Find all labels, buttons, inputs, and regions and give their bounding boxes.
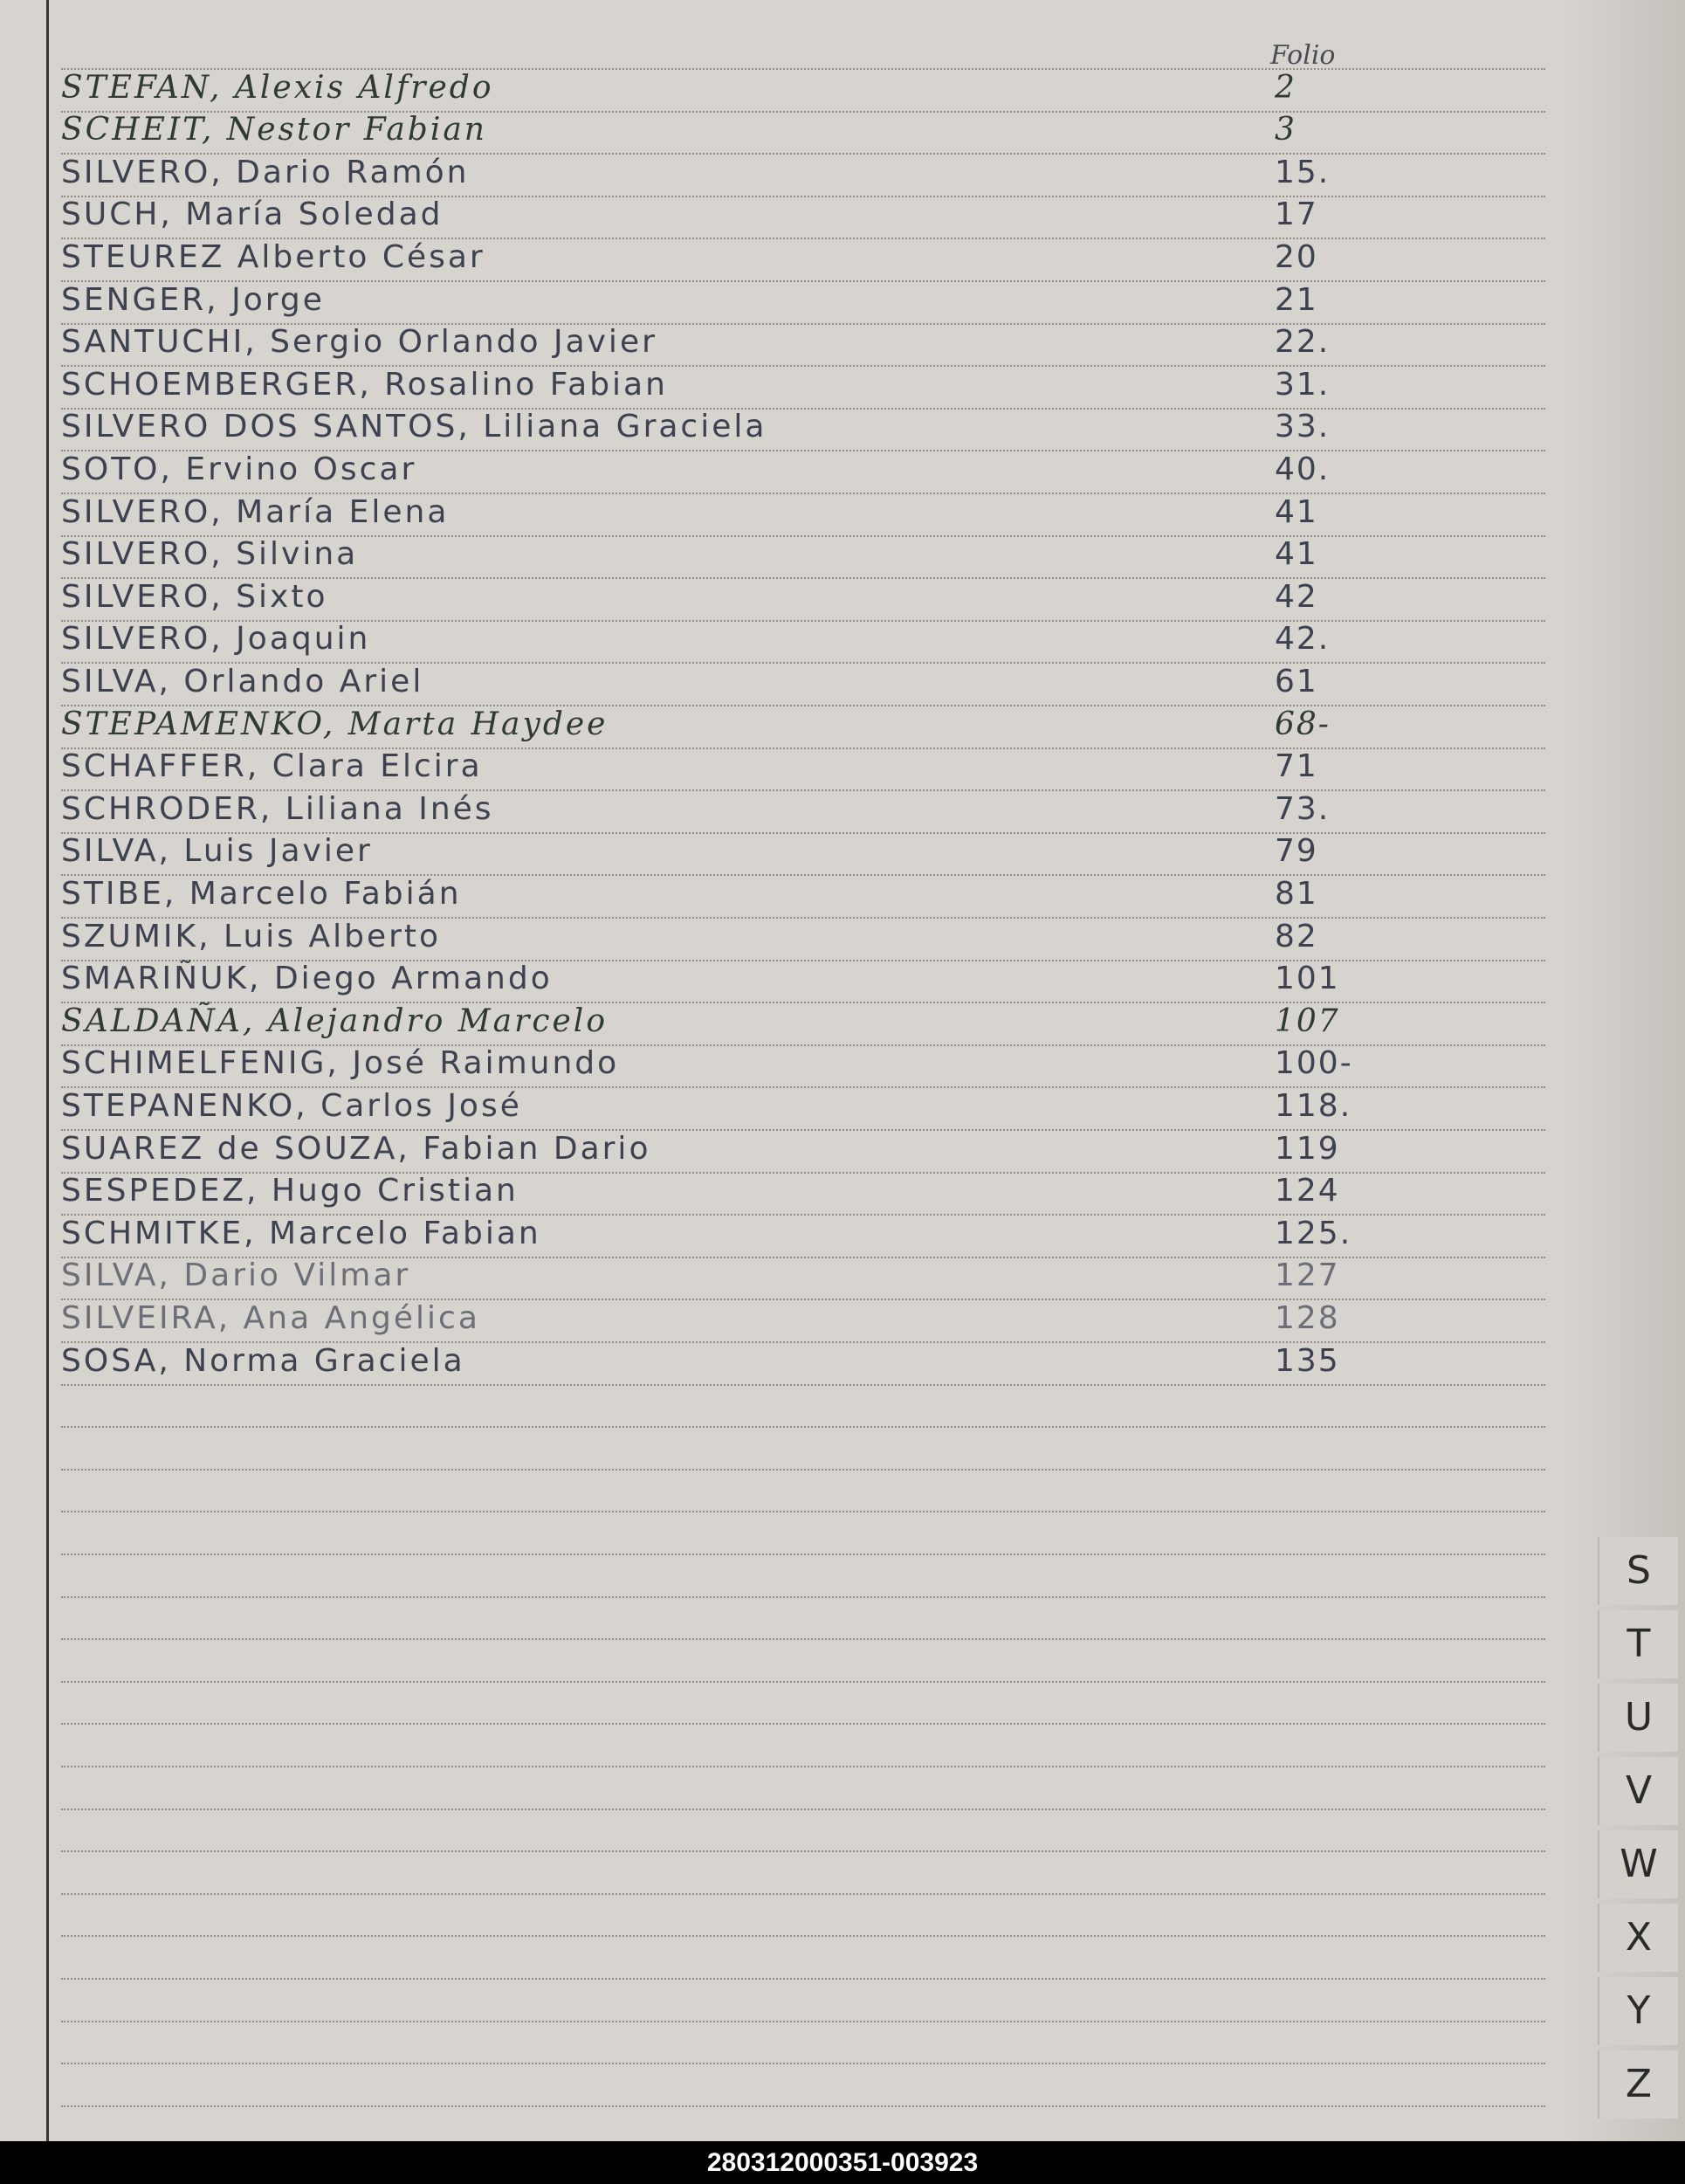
index-tab-z[interactable]: Z: [1598, 2050, 1678, 2119]
entry-folio: 100-: [1275, 1045, 1353, 1081]
entry-folio: 101: [1275, 961, 1340, 996]
ledger-entry: [0, 452, 1545, 493]
ledger-entry: [0, 707, 1545, 748]
ruled-line: [61, 2063, 1545, 2064]
entry-name: STEUREZ Alberto César: [61, 239, 485, 275]
entry-name: SESPEDEZ, Hugo Cristian: [61, 1173, 519, 1209]
entry-folio: 3: [1275, 112, 1296, 148]
ledger-entry: [0, 792, 1545, 832]
entry-folio: 33.: [1275, 409, 1331, 444]
entry-name: SOSA, Norma Graciela: [61, 1343, 465, 1379]
entry-name: SOTO, Ervino Oscar: [61, 451, 417, 487]
ruled-line: [61, 2021, 1545, 2022]
ruled-line: [61, 1809, 1545, 1810]
index-tab-y[interactable]: Y: [1598, 1977, 1678, 2045]
index-tab-u[interactable]: U: [1598, 1684, 1678, 1752]
ledger-entry: [0, 240, 1545, 280]
entry-folio: 2: [1275, 70, 1296, 106]
entry-folio: 61: [1275, 664, 1318, 699]
entry-folio: 127: [1275, 1257, 1340, 1293]
entry-folio: 17: [1275, 196, 1318, 232]
ledger-entry: [0, 961, 1545, 1002]
ruled-line: [61, 1681, 1545, 1683]
ledger-entry: [0, 1089, 1545, 1129]
entry-name: SILVEIRA, Ana Angélica: [61, 1300, 480, 1336]
entry-name: SILVERO, Sixto: [61, 579, 328, 615]
ledger-entry: [0, 113, 1545, 153]
ruled-line: [61, 1638, 1545, 1640]
ledger-entry: [0, 1004, 1545, 1044]
entry-folio: 40.: [1275, 451, 1331, 487]
ledger-entry: [0, 71, 1545, 111]
entry-folio: 21: [1275, 282, 1318, 318]
entry-folio: 135: [1275, 1343, 1340, 1379]
ledger-entry: [0, 1132, 1545, 1172]
entry-folio: 15.: [1275, 155, 1331, 190]
ledger-entry: [0, 537, 1545, 577]
entry-folio: 118.: [1275, 1088, 1352, 1124]
entry-folio: 41: [1275, 494, 1318, 530]
document-code-bar: [0, 2141, 1685, 2184]
entry-folio: 125.: [1275, 1216, 1352, 1251]
ledger-entry: [0, 495, 1545, 535]
entry-name: SILVERO, Dario Ramón: [61, 155, 470, 190]
entry-name: SCHAFFER, Clara Elcira: [61, 748, 483, 784]
ledger-entry: [0, 580, 1545, 620]
entry-folio: 79: [1275, 833, 1318, 869]
entry-name: SILVA, Orlando Ariel: [61, 664, 424, 699]
ledger-entry: [0, 622, 1545, 662]
ruled-line: [61, 1384, 1545, 1386]
ruled-line: [61, 2105, 1545, 2107]
ledger-entry: [0, 1258, 1545, 1299]
ledger-entry: [0, 1216, 1545, 1257]
entry-name: SCHRODER, Liliana Inés: [61, 791, 494, 827]
ruled-line: [61, 1426, 1545, 1428]
entry-folio: 128: [1275, 1300, 1340, 1336]
entry-name: SILVERO, Silvina: [61, 536, 359, 572]
ruled-line: [61, 1893, 1545, 1895]
ruled-line: [61, 1766, 1545, 1767]
entry-folio: 42.: [1275, 621, 1331, 657]
ledger-entry: [0, 1301, 1545, 1341]
ledger-entry: [0, 410, 1545, 450]
entry-folio: 41: [1275, 536, 1318, 572]
entry-name: STEPANENKO, Carlos José: [61, 1088, 522, 1124]
entry-folio: 22.: [1275, 324, 1331, 360]
ledger-entry: [0, 877, 1545, 917]
entry-name: SALDAÑA, Alejandro Marcelo: [61, 1003, 608, 1039]
ruled-line: [61, 1723, 1545, 1725]
entry-folio: 107: [1275, 1003, 1340, 1039]
index-tab-w[interactable]: W: [1598, 1830, 1678, 1898]
ledger-entry: [0, 368, 1545, 408]
ledger-entry: [0, 1174, 1545, 1214]
ruled-line: [61, 1511, 1545, 1512]
entry-folio: 81: [1275, 876, 1318, 912]
ledger-entry: [0, 197, 1545, 238]
ledger-entry: [0, 749, 1545, 789]
entry-name: SILVA, Luis Javier: [61, 833, 373, 869]
index-tab-s[interactable]: S: [1598, 1537, 1678, 1605]
index-tab-x[interactable]: X: [1598, 1904, 1678, 1972]
folio-header: Folio: [1270, 40, 1336, 71]
ruled-line: [61, 1978, 1545, 1980]
entry-name: STEPAMENKO, Marta Haydee: [61, 706, 609, 742]
entry-folio: 68-: [1275, 706, 1331, 742]
ledger-entry: [0, 1344, 1545, 1384]
ledger-entry: [0, 325, 1545, 365]
entry-name: SCHIMELFENIG, José Raimundo: [61, 1045, 620, 1081]
entry-name: SUCH, María Soledad: [61, 196, 444, 232]
entry-folio: 119: [1275, 1131, 1340, 1167]
alphabet-index-tabs: [1589, 1537, 1685, 2131]
ledger-entry: [0, 665, 1545, 705]
entry-folio: 31.: [1275, 367, 1331, 403]
ruled-line: [61, 1554, 1545, 1555]
entry-folio: 71: [1275, 748, 1318, 784]
ruled-line: [61, 1469, 1545, 1471]
ledger-entry: [0, 920, 1545, 960]
entry-name: SANTUCHI, Sergio Orlando Javier: [61, 324, 657, 360]
ledger-entry: [0, 283, 1545, 323]
entry-folio: 82: [1275, 919, 1318, 954]
index-tab-v[interactable]: V: [1598, 1757, 1678, 1825]
entry-name: SCHMITKE, Marcelo Fabian: [61, 1216, 541, 1251]
entry-name: STIBE, Marcelo Fabián: [61, 876, 462, 912]
entry-name: SENGER, Jorge: [61, 282, 325, 318]
entry-name: SCHOEMBERGER, Rosalino Fabian: [61, 367, 668, 403]
entry-folio: 20: [1275, 239, 1318, 275]
entry-folio: 42: [1275, 579, 1318, 615]
ruled-line: [61, 1596, 1545, 1598]
ruled-line: [61, 1935, 1545, 1937]
index-tab-t[interactable]: T: [1598, 1610, 1678, 1678]
entry-folio: 73.: [1275, 791, 1331, 827]
ledger-entry: [0, 1046, 1545, 1086]
entry-name: SILVERO, Joaquin: [61, 621, 371, 657]
ledger-entry: [0, 834, 1545, 874]
entry-folio: 124: [1275, 1173, 1340, 1209]
entry-name: SILVERO DOS SANTOS, Liliana Graciela: [61, 409, 767, 444]
document-code: 280312000351-003923: [706, 2148, 979, 2177]
entry-name: STEFAN, Alexis Alfredo: [61, 70, 494, 106]
entry-name: SZUMIK, Luis Alberto: [61, 919, 442, 954]
entry-name: SMARIÑUK, Diego Armando: [61, 961, 553, 996]
entry-name: SILVERO, María Elena: [61, 494, 450, 530]
ledger-entry: [0, 155, 1545, 196]
ruled-line: [61, 1850, 1545, 1852]
entry-name: SCHEIT, Nestor Fabian: [61, 112, 487, 148]
entry-name: SUAREZ de SOUZA, Fabian Dario: [61, 1131, 651, 1167]
entry-name: SILVA, Dario Vilmar: [61, 1257, 411, 1293]
